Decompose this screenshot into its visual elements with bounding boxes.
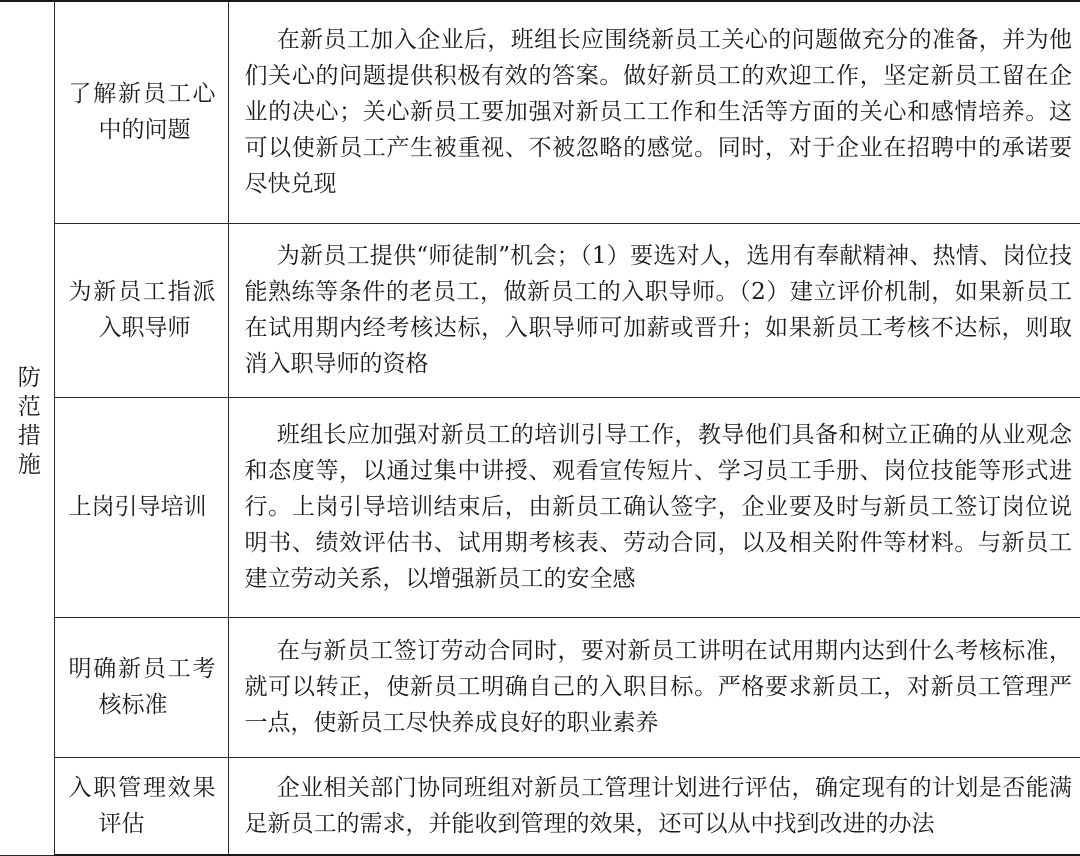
row-title-cell (54, 223, 228, 397)
row-title: 上岗引导培训 (68, 494, 207, 520)
row-description: 在与新员工签订劳动合同时，要对新员工讲明在试用期内达到什么考核标准，就可以转正，使新员工明确自己的入职目标。严格要求新员工，对新员工管理严一点，使新员工尽快养成良好的职业素养 (244, 638, 1072, 736)
table-row (0, 617, 1080, 757)
row-description: 班组长应加强对新员工的培训引导工作，教导他们具备和树立正确的从业观念和态度等，以通过集中讲授、观看宣传短片、学习员工手册、岗位技能等形式进行。上岗引导培训结束后，由新员工确认签字，企业要及时与新员工签订岗位说明书、绩效评估书、试用期考核表、劳动合同，以及相关附件等材料。与新员工建立劳动关系，以增强新员工的安全感 (244, 422, 1072, 592)
table-row (0, 757, 1080, 855)
row-title-cell (54, 757, 228, 855)
row-description: 在新员工加入企业后，班组长应围绕新员工关心的问题做充分的准备，并为他们关心的问题提供积极有效的答案。做好新员工的欢迎工作，坚定新员工留在企业的决心；关心新员工要加强对新员工工作和生活等方面的关心和感情培养。这可以使新员工产生被重视、不被忽略的感觉。同时，对于企业在招聘中的承诺要尽快兑现 (244, 27, 1072, 198)
row-title: 明确新员工考核标准 (68, 656, 216, 718)
row-title-cell (54, 1, 228, 223)
row-description-cell (228, 223, 1080, 397)
category-label: 防范措施 (13, 364, 40, 481)
row-description-cell (228, 757, 1080, 855)
row-title: 入职管理效果评估 (68, 774, 216, 837)
table-row (0, 223, 1080, 397)
row-description: 为新员工提供“师徒制”机会；（1）要选对人，选用有奉献精神、热情、岗位技能熟练等条件的老员工，做新员工的入职导师。（2）建立评价机制，如果新员工在试用期内经考核达标，入职导师可加薪或晋升；如果新员工考核不达标，则取消入职导师的资格 (244, 243, 1072, 377)
row-title: 了解新员工心中的问题 (68, 81, 216, 144)
table-row (0, 1, 1080, 223)
row-title: 为新员工指派入职导师 (68, 279, 216, 341)
category-cell (0, 1, 54, 855)
table-row (0, 397, 1080, 617)
row-title-cell (54, 617, 228, 757)
row-description-cell (228, 617, 1080, 757)
row-title-cell (54, 397, 228, 617)
row-description-cell (228, 1, 1080, 223)
row-description-cell (228, 397, 1080, 617)
row-description: 企业相关部门协同班组对新员工管理计划进行评估，确定现有的计划是否能满足新员工的需求，并能收到管理的效果，还可以从中找到改进的办法 (244, 774, 1072, 837)
